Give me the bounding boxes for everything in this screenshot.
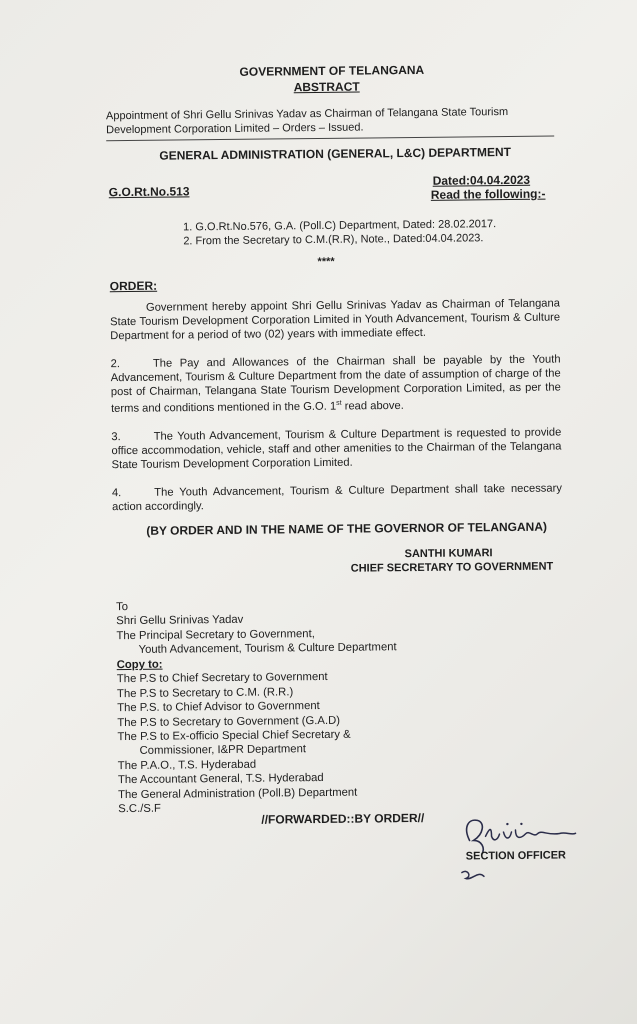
to-line: The Principal Secretary to Government, (116, 627, 315, 642)
government-heading: GOVERNMENT OF TELANGANA (239, 62, 425, 79)
to-line: Youth Advancement, Tourism & Culture Department (138, 641, 397, 657)
to-label: To (116, 601, 129, 614)
section-officer-label: SECTION OFFICER (465, 849, 567, 863)
reference-2: 2. From the Secretary to C.M.(R.R), Note., Dated:04.04.2023. (183, 232, 484, 248)
paragraph-3-number: 3. (111, 431, 121, 444)
signatory-name: SANTHI KUMARI (404, 547, 493, 561)
reference-1: 1. G.O.Rt.No.576, G.A. (Poll.C) Department, Dated: 28.02.2017. (183, 218, 497, 234)
subject-line-1: Appointment of Shri Gellu Srinivas Yadav as Chairman of Telangana State Tourism (105, 106, 509, 123)
copy-to-label: Copy to: (116, 658, 163, 672)
subject-divider (106, 136, 554, 142)
order-heading: ORDER: (109, 278, 158, 294)
paragraph-2-text: The Pay and Allowances of the Chairman shall be payable by the Youth Advancement, Tourism & Culture Department from the date of assumption of charge of the post of Chairman, Telangana State Tourism Development Corporation Limited, as per the terms and conditions mentioned in the G.O. 1 (110, 353, 561, 415)
order-paragraph-3 (111, 425, 561, 472)
paragraph-1-text: Government hereby appoint Shri Gellu Srinivas Yadav as Chairman of Telangana State Tourism Development Corporation Limited in Youth Advancement, Tourism & Culture Department for a period of two (02) years with immediate effect. (110, 297, 561, 343)
copy-to-line: S.C./S.F (118, 802, 161, 816)
separator-stars: **** (317, 255, 335, 269)
signatory-title: CHIEF SECRETARY TO GOVERNMENT (350, 560, 554, 575)
department-heading: GENERAL ADMINISTRATION (GENERAL, L&C) DEPARTMENT (159, 144, 511, 163)
paragraph-2-tail: read above. (341, 399, 404, 413)
to-block (116, 597, 397, 658)
order-paragraph-1 (110, 296, 560, 343)
subject-line-2: Development Corporation Limited – Orders – Issued. (106, 121, 364, 137)
dated: Dated:04.04.2023 (432, 172, 531, 188)
copy-to-line: The P.S to Chief Secretary to Government (116, 671, 328, 686)
paragraph-2-number: 2. (110, 358, 120, 371)
paragraph-4-number: 4. (111, 487, 122, 500)
read-following: Read the following:- (430, 186, 546, 202)
by-order-line: (BY ORDER AND IN THE NAME OF THE GOVERNOR OF TELANGANA) (146, 519, 548, 538)
order-paragraph-2 (110, 352, 561, 415)
copy-to-line: The P.A.O., T.S. Hyderabad (117, 758, 257, 772)
forwarded-line: //FORWARDED::BY ORDER// (261, 810, 425, 827)
to-line: Shri Gellu Srinivas Yadav (116, 614, 244, 628)
copy-to-line: Commissioner, I&PR Department (139, 743, 307, 758)
paragraph-4-text: The Youth Advancement, Tourism & Culture Department shall take necessary action accordingly. (112, 482, 562, 514)
copy-to-line: The P.S to Secretary to C.M. (R.R.) (116, 686, 294, 700)
go-number: G.O.Rt.No.513 (108, 184, 190, 200)
copy-to-line: The P.S to Ex-officio Special Chief Secretary & (117, 728, 351, 744)
abstract-heading: ABSTRACT (293, 79, 360, 95)
copy-to-line: The General Administration (Poll.B) Department (118, 786, 358, 801)
copy-to-line: The Accountant General, T.S. Hyderabad (117, 772, 324, 787)
handwritten-signature (455, 809, 582, 886)
copy-to-block (117, 656, 358, 817)
paragraph-2-superscript: st (336, 399, 342, 407)
order-paragraph-4 (112, 481, 562, 514)
copy-to-line: The P.S to Secretary to Government (G.A.D) (117, 714, 341, 729)
copy-to-line: The P.S. to Chief Advisor to Government (117, 700, 320, 715)
paragraph-3-text: The Youth Advancement, Tourism & Culture Department is requested to provide office accommodation, vehicle, staff and other amenities to the Chairman of the Telangana State Tourism Development Corporation Limited. (111, 426, 562, 472)
